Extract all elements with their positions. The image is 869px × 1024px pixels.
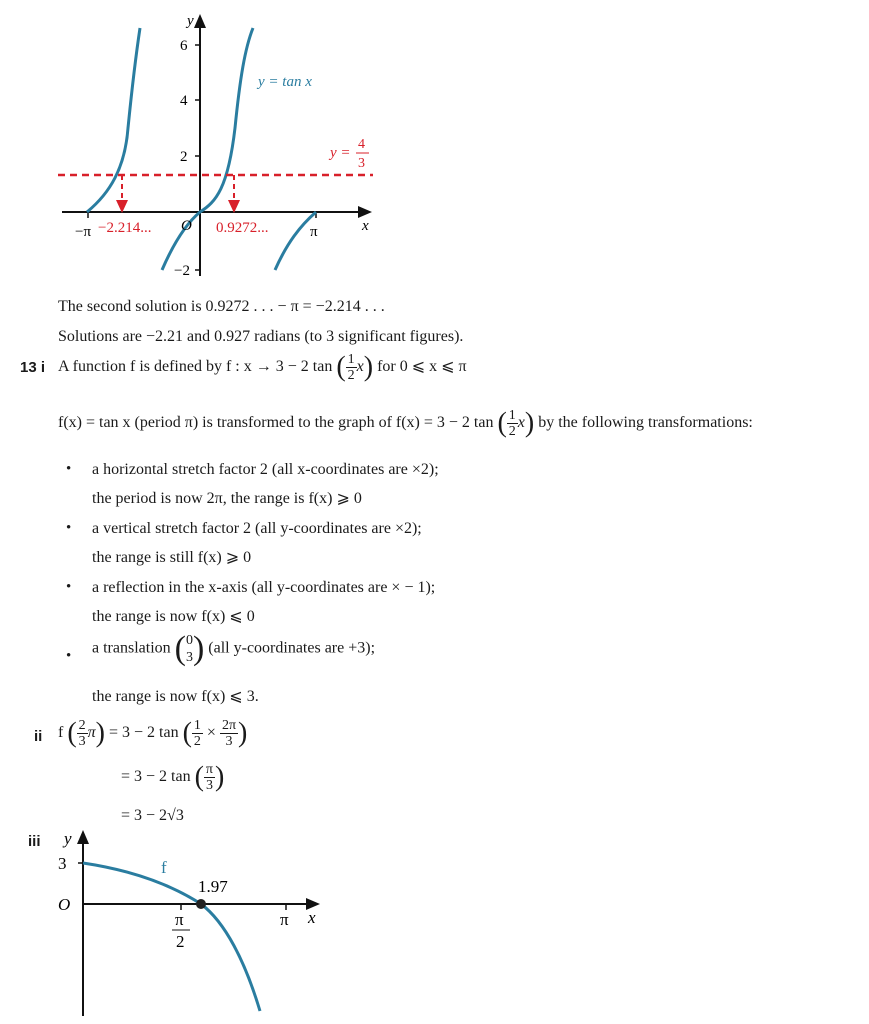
y-tick-4: 4 bbox=[180, 93, 188, 109]
line-label-y: y = bbox=[330, 145, 351, 161]
tan-graph bbox=[40, 8, 400, 293]
root-label: 1.97 bbox=[198, 877, 228, 896]
part-iii-label: iii bbox=[28, 833, 41, 850]
tan-branch-right bbox=[275, 212, 316, 270]
bullet-dot: • bbox=[66, 648, 72, 664]
bullet-3-b: the range is now f(x) ⩽ 0 bbox=[92, 608, 255, 625]
second-solution-line: The second solution is 0.9272 . . . − π = −2.214 . . . bbox=[58, 298, 385, 315]
x-tick-pi: π bbox=[310, 224, 318, 240]
bullet-dot: • bbox=[66, 520, 72, 536]
x-tick-minus-pi: −π bbox=[75, 224, 92, 240]
y-axis-label: y bbox=[187, 13, 194, 29]
part-ii-label: ii bbox=[34, 728, 43, 745]
root-point bbox=[196, 899, 206, 909]
translation-text: a translation bbox=[92, 639, 171, 657]
half-fraction-2: $\frac{1}{2}$ bbox=[508, 408, 516, 439]
bullet-2-a: a vertical stretch factor 2 (all y-coordinates are ×2); bbox=[92, 520, 422, 537]
bullet-4-b: the range is now f(x) ⩽ 3. bbox=[92, 688, 259, 705]
definition-text: A function f is defined by f : x → 3 − 2 tan bbox=[58, 358, 333, 376]
line-label-num: 4 bbox=[358, 137, 365, 152]
intro-text: f(x) = tan x (period π) is transformed to the graph of f(x) = 3 − 2 tan bbox=[58, 414, 494, 432]
bullet-1-b: the period is now 2π, the range is f(x) ⩾ 0 bbox=[92, 490, 362, 507]
transformation-intro: f(x) = tan x (period π) is transformed to the graph of f(x) = 3 − 2 tan ( $\frac{1}{2}$ x) by the following transformations: bbox=[58, 407, 753, 439]
y-tick-minus-2: −2 bbox=[174, 263, 190, 279]
half-fraction: $\frac{1}{2}$ bbox=[347, 352, 355, 383]
translation-tail: (all y-coordinates are +3); bbox=[208, 639, 376, 657]
solutions-line: Solutions are −2.21 and 0.927 radians (to 3 significant figures). bbox=[58, 328, 464, 345]
bullet-dot: • bbox=[66, 461, 72, 477]
x-axis-label: x bbox=[308, 908, 316, 927]
origin-label: O bbox=[58, 895, 71, 914]
bullet-4-a: a translation ( 0 3 ) (all y-coordinates are +3); bbox=[92, 630, 376, 667]
x-axis-label: x bbox=[362, 218, 369, 234]
y-tick-6: 6 bbox=[180, 38, 188, 54]
y-tick-3: 3 bbox=[58, 854, 67, 873]
part-ii-eq2: = 3 − 2 tan ( $\frac{\pi}{3}$ ) bbox=[121, 761, 225, 793]
y-tick-2: 2 bbox=[180, 149, 188, 165]
bullet-2-b: the range is still f(x) ⩾ 0 bbox=[92, 549, 252, 566]
x-tick-pi-half-den: 2 bbox=[176, 932, 185, 951]
bullet-1-a: a horizontal stretch factor 2 (all x-coordinates are ×2); bbox=[92, 461, 439, 478]
translation-vector: 0 3 bbox=[185, 633, 193, 665]
line-label-den: 3 bbox=[358, 156, 365, 171]
curve-label: f bbox=[161, 858, 167, 877]
part-ii-eq3: = 3 − 2√3 bbox=[121, 807, 184, 824]
part-ii-eq1: f ( $\frac{2}{3}$ π) = 3 − 2 tan ( $\frac{1}{2}$ × $\frac{2\pi}{3}$ ) bbox=[58, 717, 248, 749]
tan-branch-left bbox=[87, 28, 140, 212]
bullet-dot: • bbox=[66, 579, 72, 595]
x-tick-pi-half-num: π bbox=[175, 910, 184, 929]
curve-label: y = tan x bbox=[258, 74, 312, 90]
y-axis-arrow bbox=[194, 14, 206, 28]
y-axis-arrow bbox=[77, 830, 89, 844]
solution-negative-label: −2.214... bbox=[98, 220, 152, 236]
y-axis-label: y bbox=[64, 829, 72, 848]
f-graph bbox=[50, 826, 340, 1021]
bullet-3-a: a reflection in the x-axis (all y-coordinates are × − 1); bbox=[92, 579, 436, 596]
domain-text: for 0 ⩽ x ⩽ π bbox=[377, 358, 467, 376]
x-tick-pi: π bbox=[280, 910, 289, 929]
function-definition: A function f is defined by f : x → 3 − 2 tan ( $\frac{1}{2}$ x) for 0 ⩽ x ⩽ π bbox=[58, 351, 467, 383]
solution-positive-label: 0.9272... bbox=[216, 220, 269, 236]
intro-tail: by the following transformations: bbox=[538, 414, 753, 432]
f-curve bbox=[83, 863, 260, 1011]
question-label: 13 i bbox=[20, 359, 46, 376]
x-axis-arrow bbox=[358, 206, 372, 218]
origin-label: O bbox=[181, 218, 192, 234]
